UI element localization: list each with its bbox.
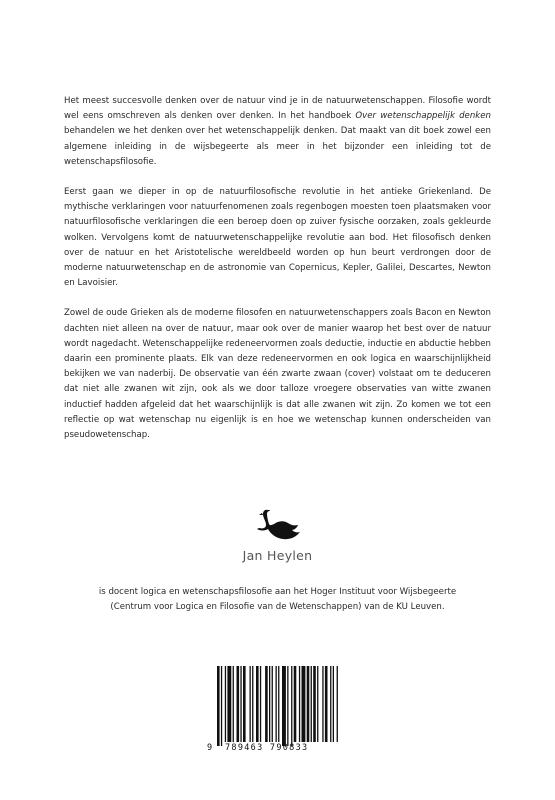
- barcode-bar: [307, 666, 310, 742]
- barcode-bar: [291, 666, 292, 746]
- blurb: [64, 94, 491, 458]
- blurb-text: Zowel de oude Grieken als de moderne filosofen en natuurwetenschappers zoals Bacon en Newton dachten niet alleen na over de natuur, maar ook over de manier waarop het best over de natuur wordt nagedacht. Wetenschappelijke redeneervormen zoals deductie, inductie en abductie hebben daarin een prominente plaats. Elk van deze redeneervormen en ook logica en waarschijnlijkheid bekijken we van naderbij. De observatie van één zwarte zwaan (cover) volstaat om te deduceren dat niet alle zwanen wit zijn, ook als we door talloze vroegere observaties van witte zwanen inductief hadden afgeleid dat het waarschijnlijk is dat alle zwanen wit zijn. Zo komen we tot een reflectie op wat wetenschap nu eigenlijk is en hoe we wetenschap kunnen onderscheiden van pseudowetenschap.: [64, 308, 491, 441]
- author-bio-line: (Centrum voor Logica en Filosofie van de Wetenschappen) van de KU Leuven.: [110, 602, 445, 612]
- barcode-bar: [265, 666, 268, 742]
- barcode-bar: [260, 666, 261, 742]
- barcode-bar: [330, 666, 331, 742]
- barcode-bar: [311, 666, 312, 742]
- blurb-paragraph: [64, 185, 491, 291]
- barcode-bar: [221, 666, 222, 746]
- barcode-bar: [337, 666, 338, 742]
- barcode-bar: [243, 666, 246, 742]
- barcode-rest-digits: 789463 790833: [225, 743, 309, 753]
- barcode-bar: [333, 666, 334, 742]
- barcode-bar: [325, 666, 328, 742]
- blurb-text: Het meest succesvolle denken over de natuur vind je in de natuurwetenschappen. Filosofie wordt wel eens omschreven als denken over denken. In het handboek: [64, 96, 491, 122]
- barcode-bar: [225, 666, 226, 742]
- barcode-bar: [294, 666, 297, 742]
- barcode-bar: [313, 666, 316, 742]
- barcode-bar: [302, 666, 306, 742]
- barcode-bar: [256, 666, 259, 742]
- black-swan-icon: [256, 506, 302, 546]
- barcode-bar: [250, 666, 251, 742]
- barcode-bar: [272, 666, 273, 742]
- barcode-bar: [278, 666, 279, 742]
- author-name: Jan Heylen: [242, 548, 313, 563]
- barcode-first-digit: 9: [207, 743, 213, 753]
- barcode-bar: [233, 666, 234, 742]
- barcode-bar: [299, 666, 300, 742]
- barcode-bar: [269, 666, 270, 742]
- barcode-bar: [237, 666, 240, 742]
- barcode-bar: [322, 666, 323, 742]
- blurb-text: Eerst gaan we dieper in op de natuurfilosofische revolutie in het antieke Griekenland. De mythische verklaringen voor natuurfenomenen zoals regenbogen moesten toen plaatsmaken voor natuurfilosofische verklaringen die een beroep doen op zuiver fysische oorzaken, zoals gekleurde wolken. Vervolgens komt de natuurwetenschappelijke revolutie aan bod. Het filosofisch denken over de natuur en het Aristotelische wereldbeeld worden op hun beurt verdrongen door de moderne natuurwetenschap en de astronomie van Copernicus, Kepler, Galilei, Descartes, Newton en Lavoisier.: [64, 187, 491, 289]
- isbn-barcode: [205, 664, 349, 754]
- barcode-bars: [205, 664, 349, 754]
- barcode-bar: [282, 666, 286, 746]
- barcode-bar: [317, 666, 318, 742]
- author-bio: [0, 585, 555, 615]
- barcode-bar: [252, 666, 253, 742]
- blurb-text: behandelen we het denken over het wetenschappelijk denken. Dat maakt van dit boek zowel een algemene inleiding in de wijsbegeerte als meer in het bijzonder een inleiding tot de wetenschapsfilosofie.: [64, 126, 491, 167]
- barcode-bar: [217, 666, 220, 746]
- barcode-bar: [276, 666, 277, 742]
- barcode-bar: [287, 666, 288, 746]
- barcode-bar: [227, 666, 231, 742]
- blurb-paragraph: [64, 94, 491, 170]
- barcode-bar: [240, 666, 241, 742]
- author-bio-line: is docent logica en wetenschapsfilosofie aan het Hoger Instituut voor Wijsbegeerte: [98, 587, 457, 597]
- book-title: Over wetenschappelijk denken: [355, 111, 491, 122]
- blurb-paragraph: [64, 306, 491, 443]
